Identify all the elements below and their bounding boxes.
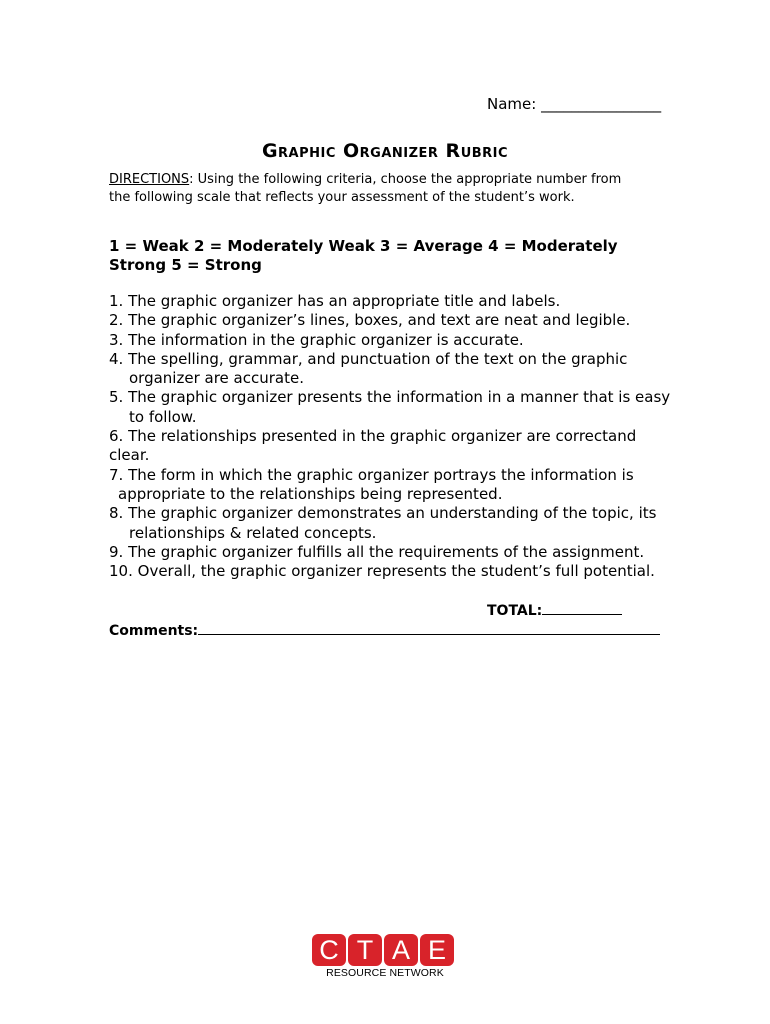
logo-letter: E bbox=[420, 934, 454, 966]
comments-blank bbox=[198, 620, 660, 635]
criterion-number: 4. bbox=[109, 349, 124, 368]
criterion-text: The graphic organizer has an appropriate title and labels. bbox=[128, 292, 561, 310]
criterion-text: The relationships presented in the graphic organizer are correctand clear. bbox=[109, 427, 637, 465]
criterion-item bbox=[109, 562, 689, 581]
criterion-number: 5. bbox=[109, 388, 124, 407]
total-field bbox=[487, 600, 622, 619]
criterion-item bbox=[109, 331, 689, 350]
criterion-number: 2. bbox=[109, 311, 124, 330]
logo-subtitle: RESOURCE NETWORK bbox=[326, 967, 444, 979]
directions bbox=[109, 171, 639, 207]
name-field-label: Name: ________________ bbox=[487, 95, 662, 113]
rating-scale: 1 = Weak 2 = Moderately Weak 3 = Average 4 = Moderately Strong 5 = Strong bbox=[109, 237, 618, 274]
criterion-item bbox=[109, 388, 689, 427]
criterion-text: The graphic organizer’s lines, boxes, and text are neat and legible. bbox=[128, 311, 631, 330]
comments-field bbox=[109, 620, 660, 639]
criterion-text: The graphic organizer presents the information in a manner that is easy to follow. bbox=[128, 388, 671, 426]
criterion-item bbox=[109, 504, 689, 543]
logo-letter: A bbox=[384, 934, 418, 966]
criteria-list bbox=[109, 292, 689, 581]
logo-letter: T bbox=[348, 934, 382, 966]
criterion-item bbox=[109, 311, 689, 330]
criterion-number: 7. bbox=[109, 465, 124, 484]
criterion-number: 3. bbox=[109, 330, 124, 349]
criterion-number: 10. bbox=[109, 562, 133, 581]
logo-letter: C bbox=[312, 934, 346, 966]
criterion-text: The spelling, grammar, and punctuation of the text on the graphic organizer are accurate. bbox=[128, 349, 628, 388]
criterion-number: 8. bbox=[109, 504, 124, 523]
criterion-text: Overall, the graphic organizer represents the student’s full potential. bbox=[137, 562, 655, 581]
criterion-number: 1. bbox=[109, 292, 124, 310]
total-blank bbox=[542, 600, 622, 615]
criterion-text: The graphic organizer demonstrates an understanding of the topic, its relationships & related concepts. bbox=[128, 504, 657, 542]
criterion-item bbox=[109, 543, 689, 562]
logo-letters bbox=[312, 934, 458, 966]
comments-label: Comments: bbox=[109, 623, 199, 639]
directions-text: : Using the following criteria, choose the appropriate number from the following scale that reflects your assessment of the student’s work. bbox=[109, 172, 622, 205]
total-label: TOTAL: bbox=[487, 603, 543, 619]
criterion-text: The graphic organizer fulfills all the requirements of the assignment. bbox=[128, 542, 645, 561]
criterion-number: 6. bbox=[109, 427, 124, 446]
criterion-text: The form in which the graphic organizer portrays the information is appropriate to the relationships being represented. bbox=[118, 465, 634, 503]
criterion-item bbox=[109, 350, 689, 389]
criterion-item bbox=[109, 466, 689, 505]
criterion-text: The information in the graphic organizer is accurate. bbox=[128, 330, 524, 349]
criterion-item bbox=[109, 292, 689, 311]
ctae-logo bbox=[312, 934, 458, 980]
criterion-item bbox=[109, 427, 649, 466]
directions-label: DIRECTIONS bbox=[109, 172, 190, 187]
criterion-number: 9. bbox=[109, 542, 124, 561]
page-title: Graphic Organizer Rubric bbox=[261, 140, 509, 162]
